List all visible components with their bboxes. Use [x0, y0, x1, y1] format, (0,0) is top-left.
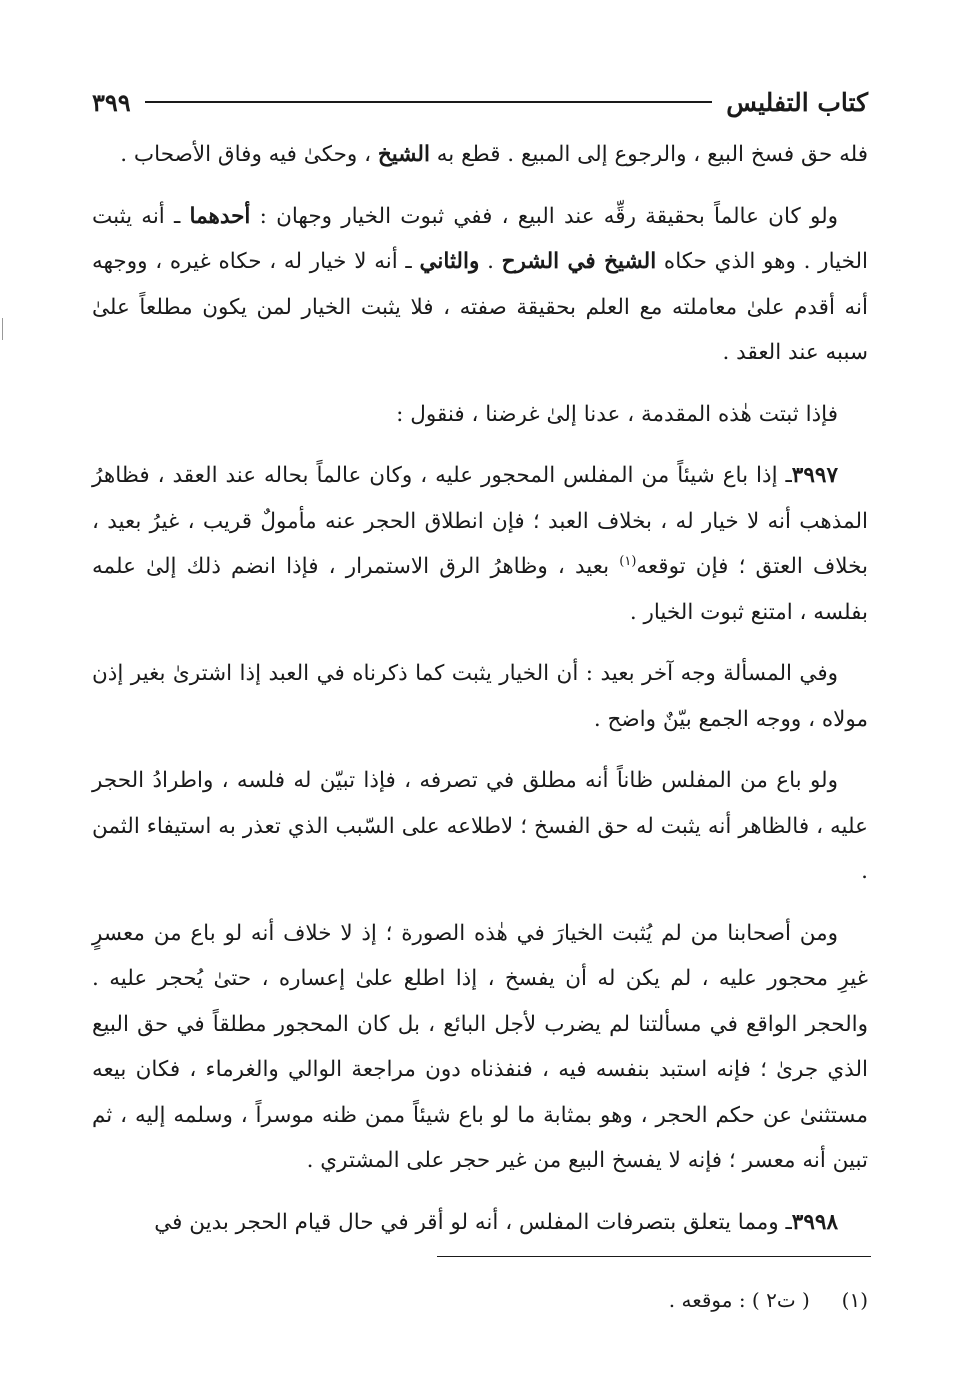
footnote-text: ( ت٢ ) : موقعه . [668, 1288, 810, 1312]
text-segment: . [479, 249, 502, 274]
header-rule [145, 101, 713, 103]
text-segment: ، وحكىٰ فيه وفاق الأصحاب . [120, 142, 378, 167]
paragraph [92, 911, 868, 1184]
text-segment: ـ أنه لا خيار له ، حكاه غيره ، ووجهه أنه أقدم علىٰ معاملته مع العلم بحقيقة صفته ، فلا يثبت الخيار لمن يكون مطلعاً علىٰ سببه عند العقد . [92, 249, 868, 365]
text-segment: ولو باع من المفلس ظاناً أنه مطلق في تصرفه ، فإذا تبيّن له فلسه ، واطرادُ الحجر عليه ، فالظاهر أنه يثبت له حق الفسخ ؛ لاطلاعه على السّبب الذي تعذر به استيفاء الثمن . [92, 768, 868, 884]
paragraph [92, 132, 868, 178]
paragraph [92, 1200, 868, 1246]
page-number: ٣٩٩ [92, 87, 131, 117]
text-segment: فإذا ثبتت هٰذه المقدمة ، عدنا إلىٰ غرضنا ، فنقول : [396, 401, 838, 427]
footnote-reference: (١) [619, 553, 637, 569]
bold-term: والثاني [419, 249, 480, 274]
text-segment: وفي المسألة وجه آخر بعيد : أن الخيار يثبت كما ذكرناه في العبد إذا اشترىٰ بغير إذن مولاه ، ووجه الجمع بيّنٌ واضح . [92, 661, 868, 732]
text-segment: فله حق فسخ البيع ، والرجوع إلى المبيع . قطع به [429, 142, 868, 167]
bold-term: الشيخ [377, 142, 430, 167]
main-text [92, 132, 868, 1261]
bold-term: ٣٩٩٧ [791, 463, 838, 488]
text-segment: ـ إذا باع شيئاً من المفلس المحجور عليه ، وكان عالماً بحاله عند العقد ، فظاهرُ المذهب أنه لا خيار له ، بخلاف العبد ؛ فإن انطلاق الحجر عنه مأمولٌ قريب ، غيرُ بعيد ، بخلاف العتق ؛ فإن توقعه [92, 463, 869, 579]
footnote [92, 1280, 868, 1320]
chapter-title: كتاب التفليس [726, 87, 868, 117]
paragraph [92, 194, 868, 376]
margin-mark [2, 318, 3, 340]
text-segment: ولو كان عالماً بحقيقة رقِّه عند البيع ، ففي ثبوت الخيار وجهان : [250, 203, 839, 229]
paragraph [92, 651, 868, 742]
bold-term: الشيخ في الشرح [501, 249, 657, 274]
footnote-marker: (١) [841, 1288, 868, 1312]
bold-term: ٣٩٩٨ [791, 1209, 838, 1235]
text-segment: ـ ومما يتعلق بتصرفات المفلس ، أنه لو أقر في حال قيام الحجر بدين في [154, 1209, 792, 1235]
bold-term: أحدهما [189, 203, 251, 229]
paragraph [92, 453, 868, 635]
text-segment: بعيد ، وظاهرُ الرق الاستمرار ، فإذا انضم ذلك إلىٰ علمه بفلسه ، امتنع ثبوت الخيار . [92, 554, 868, 625]
paragraph [92, 758, 868, 895]
text-segment: ـ أنه يثبت الخيار . وهو الذي حكاه [92, 203, 869, 274]
text-segment: ومن أصحابنا من لم يُثبت الخيارَ في هٰذه الصورة ؛ إذ لا خلاف أنه لو باع من معسرٍ غيرِ محجور عليه ، لم يكن له أن يفسخ ، إذا اطلع علىٰ إعساره ، حتىٰ يُحجر عليه . والحجر الواقع في مسألتنا لم يضرب لأجل البائع ، بل كان المحجور مطلقاً في حق البيع الذي جرىٰ ؛ فإنه استبد بنفسه فيه ، فنفذناه دون مراجعة الوالي والغرماء ، فكان بيعه مستثنىٰ عن حكم الحجر ، وهو بمثابة ما لو باع شيئاً ممن ظنه موسراً ، وسلمه إليه ، ثم تبين أنه معسر ؛ فإنه لا يفسخ البيع من غير حجر على المشتري . [92, 920, 868, 1173]
footnote-separator [437, 1256, 871, 1257]
paragraph [92, 392, 868, 438]
page-header [92, 82, 868, 122]
